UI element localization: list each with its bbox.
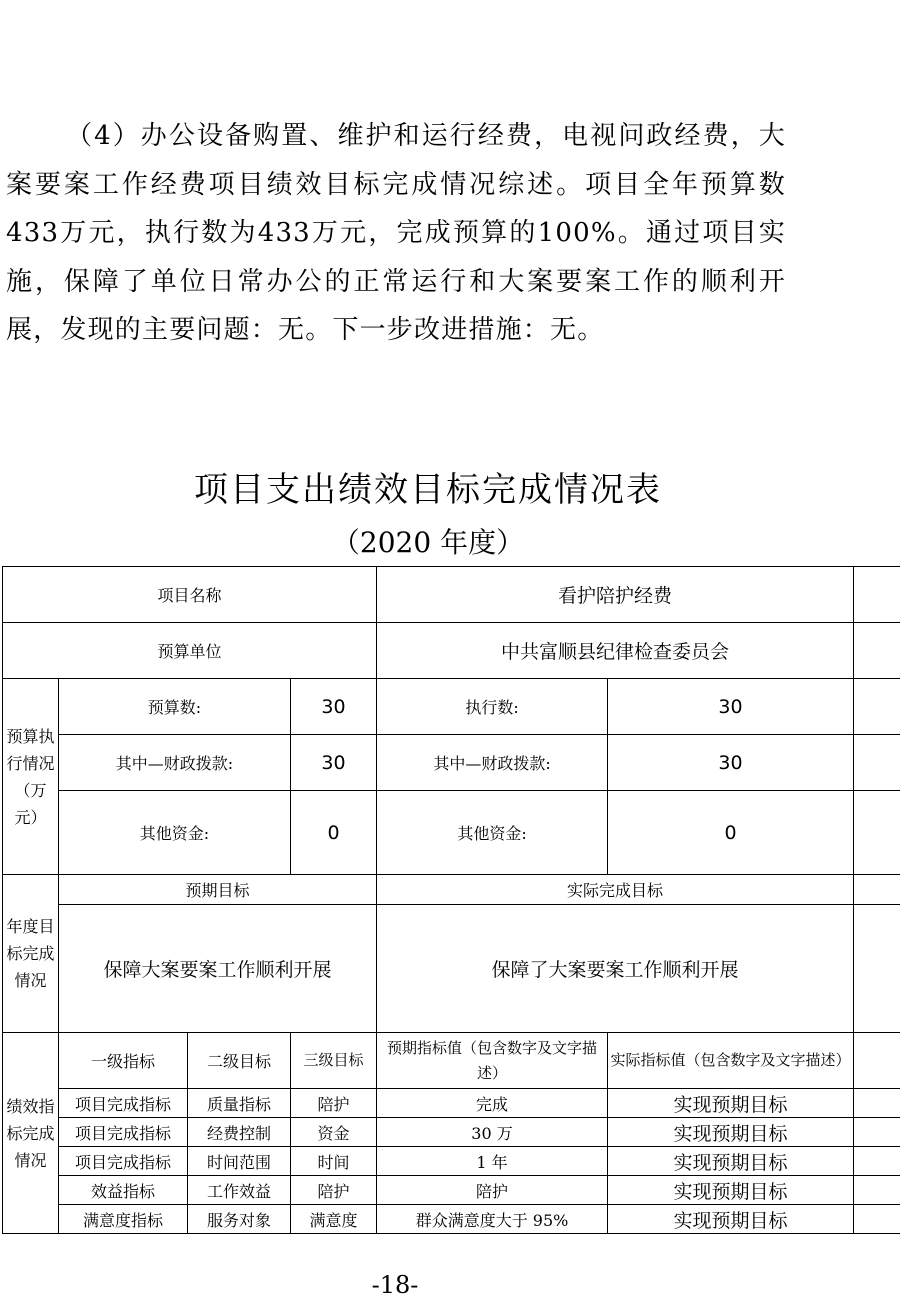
indicator-expected: 完成 [377,1089,608,1118]
indicator-actual: 实现预期目标 [608,1205,854,1234]
indicator-header: 实际指标值（包含数字及文字描述） [608,1033,854,1089]
fiscal-exec-label: 其中—财政拨款: [377,735,608,791]
page-number: -18- [371,1271,419,1299]
indicator-level3: 陪护 [291,1176,377,1205]
actual-target-header: 实际完成目标 [377,875,854,905]
indicator-header-row [3,1033,900,1089]
indicator-expected: 群众满意度大于 95% [377,1205,608,1234]
indicator-section-label: 绩效指标完成情况 [3,1033,59,1234]
fiscal-value: 30 [291,735,377,791]
budget-section-label: 预算执行情况（万元） [3,679,59,875]
budget-amount-value: 30 [291,679,377,735]
empty-cell [854,905,900,1033]
other-funds-exec-value: 0 [608,791,854,875]
budget-unit-label: 预算单位 [3,623,377,679]
indicator-level2: 服务对象 [188,1205,291,1234]
empty-cell [854,1033,900,1089]
empty-cell [854,1205,900,1234]
expected-target-value: 保障大案要案工作顺利开展 [59,905,377,1033]
other-funds-value: 0 [291,791,377,875]
indicator-level3: 陪护 [291,1089,377,1118]
table-row [3,1089,900,1118]
indicator-level1: 项目完成指标 [59,1118,188,1147]
expected-target-header: 预期目标 [59,875,377,905]
indicator-level1: 项目完成指标 [59,1147,188,1176]
indicator-header: 预期指标值（包含数字及文字描述） [377,1033,608,1089]
fiscal-row [3,735,900,791]
indicator-level1: 效益指标 [59,1176,188,1205]
annual-header-row [3,875,900,905]
fiscal-label: 其中—财政拨款: [59,735,291,791]
indicator-level1: 项目完成指标 [59,1089,188,1118]
other-funds-exec-label: 其他资金: [377,791,608,875]
indicator-level3: 满意度 [291,1205,377,1234]
empty-cell [854,1118,900,1147]
table-row [3,1147,900,1176]
project-name-label: 项目名称 [3,567,377,623]
other-funds-label: 其他资金: [59,791,291,875]
fiscal-exec-value: 30 [608,735,854,791]
indicator-expected: 陪护 [377,1176,608,1205]
table-subtitle: （2020 年度） [331,526,525,559]
execution-amount-value: 30 [608,679,854,735]
indicator-level2: 时间范围 [188,1147,291,1176]
other-funds-row [3,791,900,875]
indicator-expected: 30 万 [377,1118,608,1147]
table-row [3,1118,900,1147]
indicator-actual: 实现预期目标 [608,1118,854,1147]
actual-target-value: 保障了大案要案工作顺利开展 [377,905,854,1033]
budget-amount-label: 预算数: [59,679,291,735]
table-row [3,1205,900,1234]
performance-table [2,566,900,1234]
indicator-level2: 质量指标 [188,1089,291,1118]
table-row [3,1176,900,1205]
indicator-level3: 时间 [291,1147,377,1176]
annual-section-label: 年度目标完成情况 [3,875,59,1033]
table-title: 项目支出绩效目标完成情况表 [194,470,662,510]
project-name-value: 看护陪护经费 [377,567,854,623]
empty-cell [854,567,900,623]
indicator-level1: 满意度指标 [59,1205,188,1234]
empty-cell [854,1147,900,1176]
summary-paragraph: （4）办公设备购置、维护和运行经费，电视问政经费，大案要案工作经费项目绩效目标完成情况综述。项目全年预算数433万元，执行数为433万元，完成预算的100%。通过项目实施，保障了单位日常办公的正常运行和大案要案工作的顺利开展，发现的主要问题：无。下一步改进措施：无。 [6,121,786,345]
project-name-row [3,567,900,623]
indicator-level3: 资金 [291,1118,377,1147]
budget-unit-row [3,623,900,679]
indicator-actual: 实现预期目标 [608,1147,854,1176]
empty-cell [854,735,900,791]
empty-cell [854,1176,900,1205]
execution-amount-label: 执行数: [377,679,608,735]
empty-cell [854,623,900,679]
empty-cell [854,1089,900,1118]
budget-unit-value: 中共富顺县纪律检查委员会 [377,623,854,679]
empty-cell [854,875,900,905]
indicator-expected: 1 年 [377,1147,608,1176]
empty-cell [854,791,900,875]
empty-cell [854,679,900,735]
indicator-level2: 经费控制 [188,1118,291,1147]
annual-value-row [3,905,900,1033]
indicator-header: 二级目标 [188,1033,291,1089]
indicator-header: 一级指标 [59,1033,188,1089]
budget-row [3,679,900,735]
indicator-actual: 实现预期目标 [608,1089,854,1118]
indicator-actual: 实现预期目标 [608,1176,854,1205]
indicator-header: 三级目标 [291,1033,377,1089]
indicator-level2: 工作效益 [188,1176,291,1205]
